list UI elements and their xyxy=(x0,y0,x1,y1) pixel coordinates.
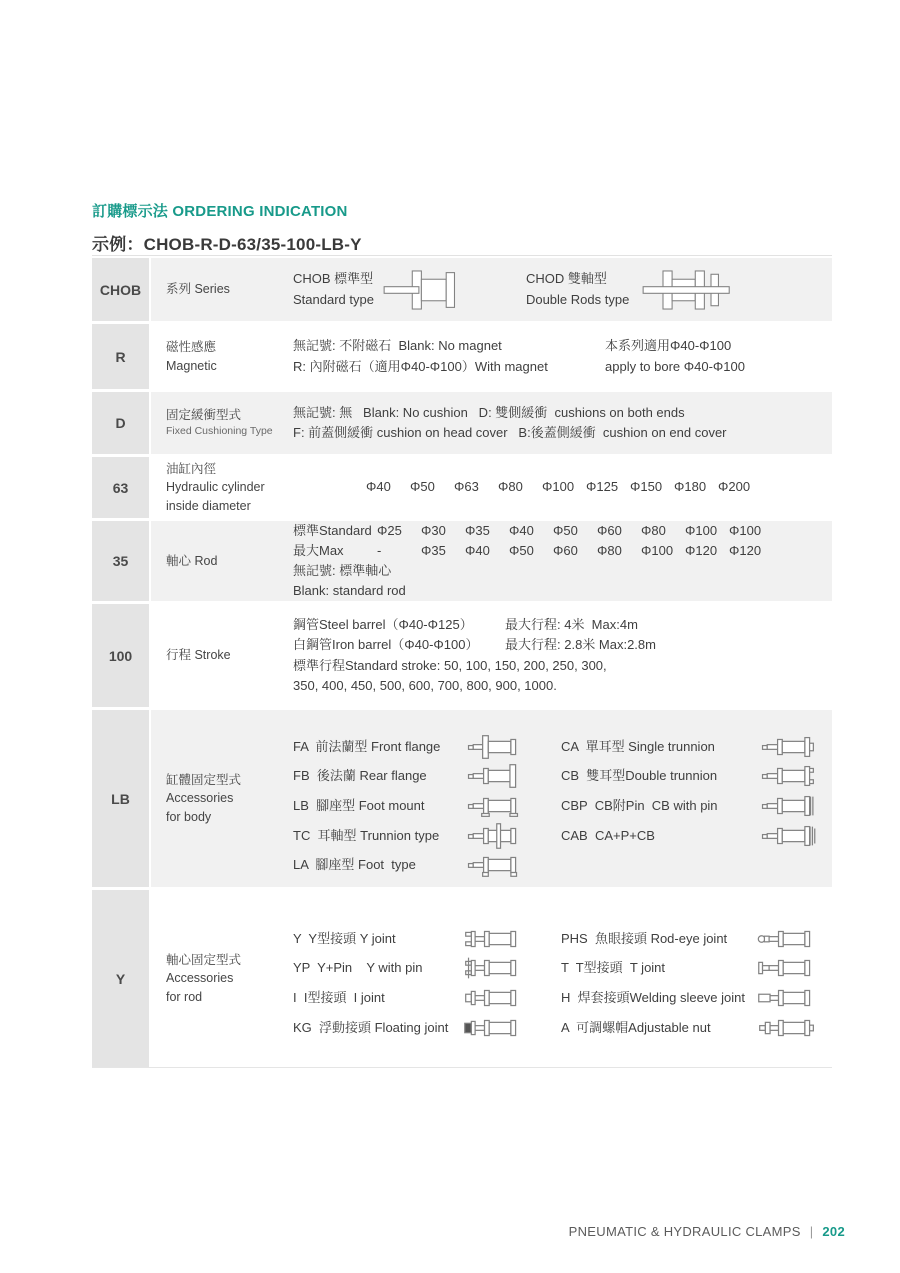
y-with-pin-icon xyxy=(461,953,525,983)
footer-text: PNEUMATIC & HYDRAULIC CLAMPS xyxy=(568,1224,801,1239)
cb-with-pin-icon xyxy=(755,791,819,821)
row-series xyxy=(92,258,832,321)
cylinder-standard-icon xyxy=(382,266,474,314)
ca-p-cb-icon xyxy=(755,821,819,851)
rod-max-row xyxy=(293,541,832,561)
accessory-item-la xyxy=(293,850,525,880)
rod-max-value: - xyxy=(377,542,382,558)
row-rod-desc: 軸心 Rod xyxy=(166,553,218,568)
accessory-label: FB 後法蘭 Rear flange xyxy=(293,768,427,784)
accessory-item-cbp xyxy=(561,791,819,821)
footer-divider: | xyxy=(809,1224,814,1239)
example-code: 示例：CHOB-R-D-63/35-100-LB-Y xyxy=(92,235,362,254)
standard-stroke-line-1: 標準行程Standard stroke: 50, 100, 150, 200, 250, 300, xyxy=(293,657,607,673)
rear-flange-icon xyxy=(461,761,525,791)
accessory-item-h xyxy=(561,983,819,1013)
rod-standard-label: 標準Standard xyxy=(293,522,372,538)
accessory-item-phs xyxy=(561,924,819,954)
rod-max-value: Φ60 xyxy=(553,542,578,558)
bore-diameter-value: Φ40 xyxy=(366,479,391,495)
row-magnetic-code: R xyxy=(92,324,149,389)
bore-diameter-value: Φ180 xyxy=(674,479,707,495)
iron-barrel-line: 白鋼管Iron barrel（Φ40-Φ100） 最大行程: 2.8米 Max:2.8m xyxy=(293,637,656,653)
accessory-label: YP Y+Pin Y with pin xyxy=(293,960,423,976)
accessory-label: LB 腳座型 Foot mount xyxy=(293,797,425,813)
accessory-item-i xyxy=(293,983,525,1013)
row-cushioning-desc: 固定緩衝型式 Fixed Cushioning Type xyxy=(166,408,273,438)
accessory-label: LA 腳座型 Foot type xyxy=(293,857,416,873)
i-joint-icon xyxy=(461,983,525,1013)
page-number: 202 xyxy=(822,1224,845,1239)
rod-max-value: Φ35 xyxy=(421,542,446,558)
accessory-label: CA 單耳型 Single trunnion xyxy=(561,738,715,754)
single-trunnion-icon xyxy=(755,732,819,762)
rod-standard-value: Φ80 xyxy=(641,522,666,538)
double-trunnion-icon xyxy=(755,761,819,791)
row-stroke-code: 100 xyxy=(92,604,149,707)
type-standard-zh: CHOB 標準型 xyxy=(293,271,374,287)
row-cushioning-code: D xyxy=(92,392,149,454)
bore-diameter-value: Φ80 xyxy=(498,479,523,495)
standard-stroke-line-2: 350, 400, 450, 500, 600, 700, 800, 900, 1000. xyxy=(293,677,557,693)
row-cushioning xyxy=(92,392,832,454)
rod-max-value: Φ40 xyxy=(465,542,490,558)
rod-standard-value: Φ60 xyxy=(597,522,622,538)
row-bore xyxy=(92,457,832,518)
rod-max-label: 最大Max xyxy=(293,542,344,558)
rod-accessory-list-right xyxy=(561,924,819,1042)
rod-max-value: Φ120 xyxy=(685,542,718,558)
body-accessory-list-right xyxy=(561,732,819,880)
magnet-options: 無記號: 不附磁石 Blank: No magnet R: 內附磁石（適用Φ40-Φ100）With magnet xyxy=(293,338,548,374)
row-rod xyxy=(92,521,832,601)
rod-accessory-list-left xyxy=(293,924,525,1042)
rod-standard-value: Φ50 xyxy=(553,522,578,538)
welding-sleeve-joint-icon xyxy=(755,983,819,1013)
accessory-label: I I型接頭 I joint xyxy=(293,989,385,1005)
accessory-item-cb xyxy=(561,762,819,792)
type-double-rods xyxy=(526,266,737,314)
row-body-accessories xyxy=(92,710,832,887)
rod-max-value: Φ50 xyxy=(509,542,534,558)
steel-barrel-line: 鋼管Steel barrel（Φ40-Φ125） 最大行程: 4米 Max:4m xyxy=(293,617,638,633)
rod-standard-value: Φ40 xyxy=(509,522,534,538)
bore-diameter-value: Φ100 xyxy=(542,479,575,495)
row-rod-accessories xyxy=(92,890,832,1067)
ordering-table xyxy=(92,255,832,1068)
bore-diameter-value: Φ50 xyxy=(410,479,435,495)
bore-diameter-value: Φ125 xyxy=(586,479,619,495)
foot-type-icon xyxy=(461,850,525,880)
page-title xyxy=(92,200,362,221)
accessory-item-cab xyxy=(561,821,819,851)
rod-note-en: Blank: standard rod xyxy=(293,583,406,599)
bore-diameter-list xyxy=(293,477,832,497)
accessory-label: KG 浮動接頭 Floating joint xyxy=(293,1019,449,1035)
rod-standard-value: Φ100 xyxy=(685,522,718,538)
rod-standard-value: Φ100 xyxy=(729,522,762,538)
trunnion-type-icon xyxy=(461,821,525,851)
adjustable-nut-icon xyxy=(755,1013,819,1043)
rod-standard-value: Φ25 xyxy=(377,522,402,538)
rod-size-table xyxy=(293,521,832,561)
page-header xyxy=(92,200,362,255)
type-double-rods-zh: CHOD 雙軸型 xyxy=(525,271,607,287)
bore-diameter-value: Φ150 xyxy=(630,479,663,495)
row-magnetic xyxy=(92,324,832,389)
y-joint-icon xyxy=(461,924,525,954)
row-rod-accessories-desc: 軸心固定型式 Accessories for rod xyxy=(166,953,242,1004)
accessory-label: PHS 魚眼接頭 Rod-eye joint xyxy=(561,930,728,946)
accessory-label: T T型接頭 T joint xyxy=(561,960,666,976)
accessory-item-ca xyxy=(561,732,819,762)
accessory-label: A 可調螺帽Adjustable nut xyxy=(561,1019,711,1035)
page-footer xyxy=(569,1224,845,1239)
row-stroke-desc: 行程 Stroke xyxy=(166,648,231,663)
t-joint-icon xyxy=(755,953,819,983)
type-standard xyxy=(293,266,474,314)
cushion-options: 無記號: 無 Blank: No cushion D: 雙側緩衝 cushions on both ends F: 前蓋側緩衝 cushion on head cover B:後蓋側緩衝 cushion on end cover xyxy=(293,404,727,440)
row-body-accessories-code: LB xyxy=(92,710,149,887)
row-rod-code: 35 xyxy=(92,521,149,601)
accessory-label: Y Y型接頭 Y joint xyxy=(293,930,396,946)
rod-standard-value: Φ35 xyxy=(465,522,490,538)
accessory-item-t xyxy=(561,954,819,984)
rod-max-value: Φ120 xyxy=(729,542,762,558)
row-bore-code: 63 xyxy=(92,457,149,518)
accessory-label: H 焊套接頭Welding sleeve joint xyxy=(561,989,745,1005)
page-title-zh: 訂購標示法 xyxy=(92,203,169,220)
front-flange-icon xyxy=(461,732,525,762)
foot-mount-icon xyxy=(461,791,525,821)
accessory-label: CBP CB附Pin CB with pin xyxy=(561,797,718,813)
accessory-item-yp xyxy=(293,954,525,984)
row-body-accessories-desc: 缸體固定型式 Accessories for body xyxy=(166,773,242,824)
magnet-note: 本系列適用Φ40-Φ100 apply to bore Φ40-Φ100 xyxy=(605,338,745,374)
floating-joint-icon xyxy=(461,1013,525,1043)
accessory-item-fb xyxy=(293,762,525,792)
accessory-item-lb xyxy=(293,791,525,821)
page-title-en: ORDERING INDICATION xyxy=(172,203,348,220)
accessory-label: FA 前法蘭型 Front flange xyxy=(293,738,441,754)
accessory-label: CAB CA+P+CB xyxy=(561,827,655,843)
type-double-rods-en: Double Rods type xyxy=(525,291,630,307)
accessory-item-y xyxy=(293,924,525,954)
rod-standard-value: Φ30 xyxy=(421,522,446,538)
accessory-label: CB 雙耳型Double trunnion xyxy=(561,768,718,784)
bore-diameter-value: Φ200 xyxy=(718,479,751,495)
row-stroke xyxy=(92,604,832,707)
rod-max-value: Φ80 xyxy=(597,542,622,558)
rod-max-value: Φ100 xyxy=(641,542,674,558)
row-rod-accessories-code: Y xyxy=(92,890,149,1067)
accessory-item-tc xyxy=(293,821,525,851)
bore-diameter-value: Φ63 xyxy=(454,479,479,495)
rod-eye-joint-icon xyxy=(755,924,819,954)
row-series-desc: 系列 Series xyxy=(166,282,230,297)
accessory-label: TC 耳軸型 Trunnion type xyxy=(293,827,440,843)
row-bore-desc: 油缸內徑 Hydraulic cylinder inside diameter xyxy=(166,462,265,513)
rod-standard-row xyxy=(293,521,832,541)
rod-note-zh: 無記號: 標準軸心 xyxy=(293,563,392,578)
accessory-item-fa xyxy=(293,732,525,762)
row-magnetic-desc: 磁性感應 Magnetic xyxy=(166,340,217,373)
cylinder-double-rods-icon xyxy=(637,266,737,314)
type-standard-en: Standard type xyxy=(293,291,374,307)
accessory-item-kg xyxy=(293,1013,525,1043)
accessory-item-a xyxy=(561,1013,819,1043)
row-series-code: CHOB xyxy=(92,258,149,321)
body-accessory-list-left xyxy=(293,732,525,880)
